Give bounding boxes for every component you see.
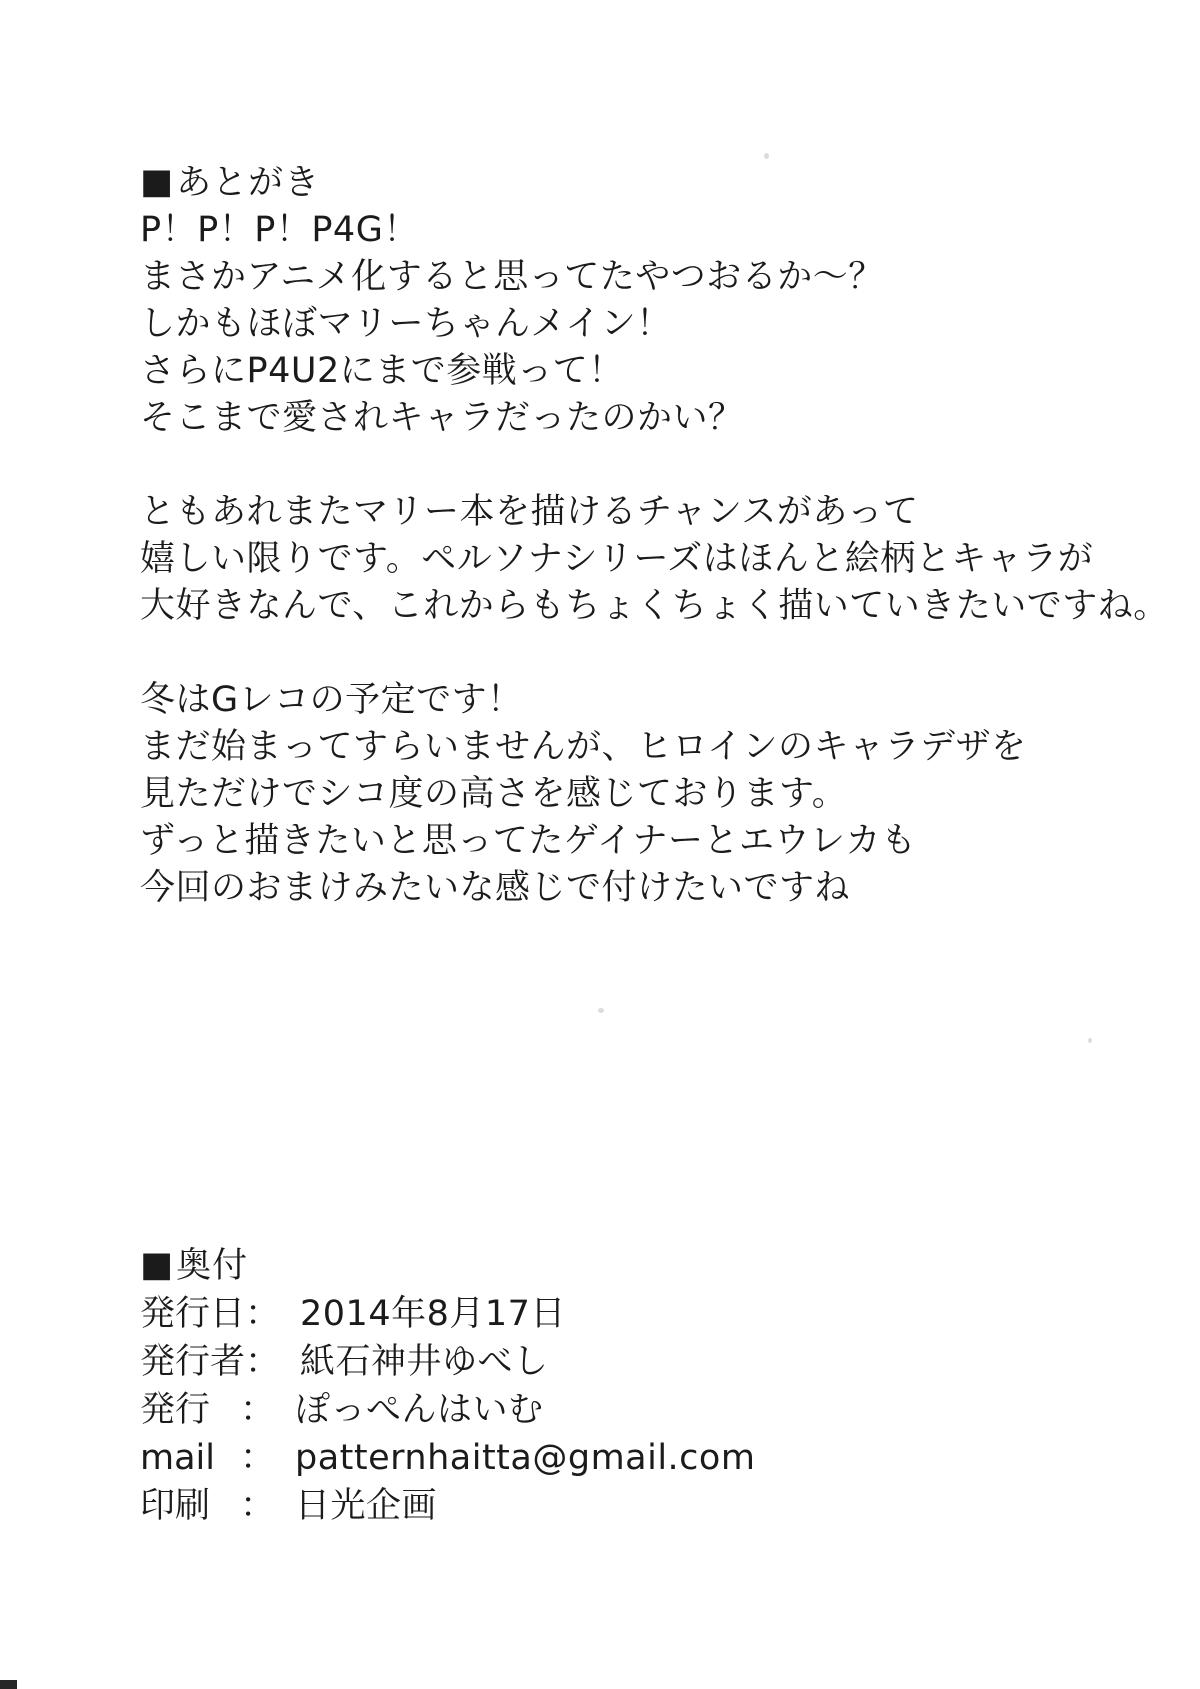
scan-speck (764, 153, 769, 159)
colophon-value: 日光企画 (295, 1486, 438, 1526)
text-line: しかもほぼマリーちゃんメイン！ (140, 304, 672, 344)
text-line: 大好きなんで、これからもちょくちょく描いていきたいですね。 (140, 586, 1169, 626)
colophon-separator: ： (240, 1486, 276, 1526)
square-bullet-icon: ■ (140, 162, 175, 202)
colophon-separator: ： (240, 1438, 276, 1478)
colophon-heading (140, 1242, 755, 1290)
scan-artifact-corner-mark (0, 1680, 17, 1689)
text-line: まさかアニメ化すると思ってたやつおるか～？ (140, 257, 884, 297)
colophon-row-printer (140, 1482, 755, 1530)
text-line: ともあれまたマリー本を描けるチャンスがあって (140, 492, 919, 532)
colophon-row-publish-date (140, 1290, 755, 1338)
colophon-value: 紙石神井ゆべし (300, 1342, 549, 1382)
scan-speck (1088, 1038, 1092, 1043)
colophon-value: 2014年8月17日 (300, 1294, 566, 1334)
text-line: 見ただけでシコ度の高さを感じております。 (140, 774, 848, 814)
text-line: まだ始まってすらいませんが、ヒロインのキャラデザを (140, 727, 1027, 767)
colophon-heading-label: 奥付 (176, 1246, 249, 1286)
colophon-label: 発行者 (140, 1342, 246, 1382)
colophon-separator: ： (245, 1294, 281, 1334)
colophon-row-mail (140, 1434, 755, 1482)
colophon-value-email: patternhaitta@gmail.com (295, 1438, 756, 1478)
text-line: 今回のおまけみたいな感じで付けたいですね (140, 868, 851, 908)
scan-speck (598, 1008, 604, 1013)
afterword-paragraph-2 (140, 489, 1169, 630)
afterword-heading-label: あとがき (176, 163, 321, 203)
colophon-label: mail (140, 1438, 215, 1478)
afterword-heading (140, 160, 1169, 207)
afterword-paragraph-1 (140, 207, 1169, 442)
colophon-separator: ： (240, 1390, 276, 1430)
afterword-paragraph-3 (140, 677, 1169, 912)
colophon-value: ぽっぺんはいむ (295, 1390, 544, 1430)
text-line: さらにP4U2にまで参戦って！ (140, 351, 624, 391)
colophon-label: 発行 (140, 1390, 211, 1430)
colophon-label: 発行日 (140, 1294, 246, 1334)
colophon-row-author (140, 1338, 755, 1386)
text-line: P！P！P！P4G！ (140, 210, 419, 250)
text-line: 冬はGレコの予定です！ (140, 680, 523, 720)
colophon-row-circle (140, 1386, 755, 1434)
text-line: 嬉しい限りです。ペルソナシリーズはほんと絵柄とキャラが (140, 539, 1094, 579)
colophon-separator: ： (245, 1342, 281, 1382)
afterword-section (140, 160, 1169, 912)
text-line: ずっと描きたいと思ってたゲイナーとエウレカも (140, 821, 917, 861)
colophon-label: 印刷 (140, 1486, 211, 1526)
text-line: そこまで愛されキャラだったのかい？ (140, 398, 744, 438)
square-bullet-icon: ■ (140, 1245, 175, 1285)
colophon-section (140, 1242, 755, 1530)
